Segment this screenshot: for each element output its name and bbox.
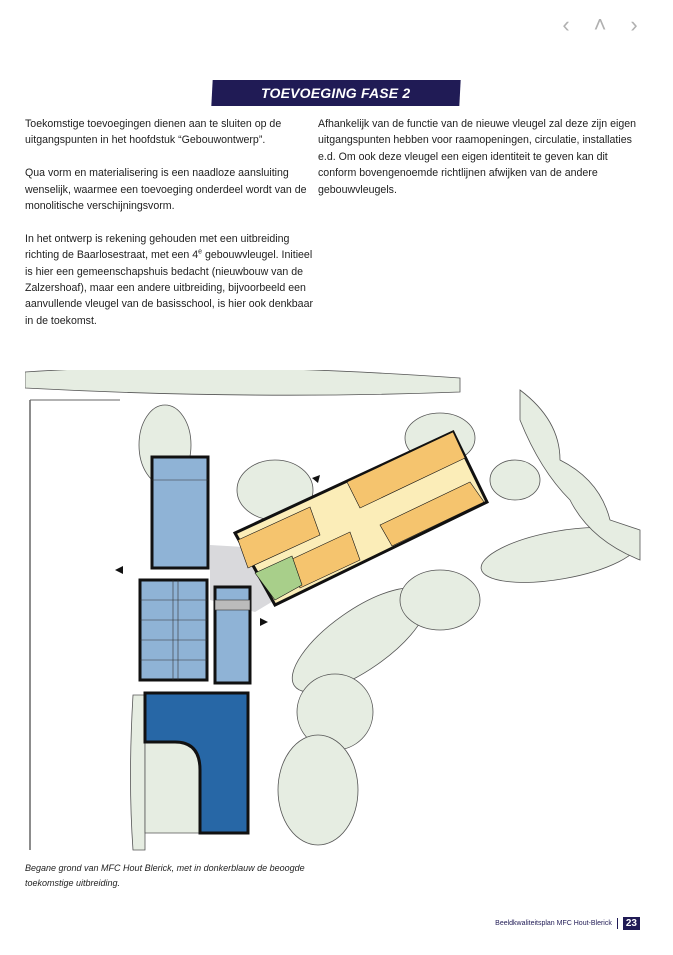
text: gebouwvleugel. Initieel is hier een gemeenschapshuis bedacht (nieuwbouw van de Zalzershoaf), maar een andere uitbreiding, bijvoorbeeld een aanvullende vleugel van de basisschool, is hier ook denkbaar in de toekomst. xyxy=(25,249,313,327)
right-column xyxy=(318,116,643,214)
left-column xyxy=(25,116,320,346)
paragraph: Toekomstige toevoegingen dienen aan te sluiten op de uitgangspunten in het hoofdstuk “Gebouwontwerp”. xyxy=(25,118,282,147)
figure-caption: Begane grond van MFC Hout Blerick, met in donkerblauw de beoogde toekomstige uitbreiding. xyxy=(25,863,305,888)
chevron-left-icon[interactable]: ‹ xyxy=(562,12,570,37)
paragraph xyxy=(25,231,320,329)
page-nav xyxy=(555,12,645,38)
section-title-banner xyxy=(211,80,460,106)
page-number: 23 xyxy=(623,917,640,930)
section-title: TOEVOEGING FASE 2 xyxy=(261,85,411,101)
page-footer xyxy=(495,917,640,930)
superscript: e xyxy=(198,248,203,256)
document-title: Beeldkwaliteitsplan MFC Hout-Blerick xyxy=(495,920,612,927)
chevron-right-icon[interactable]: › xyxy=(630,12,638,37)
text: In het ontwerp is rekening gehouden met een uitbreiding richting de Baarlosestraat, met een 4 xyxy=(25,232,290,262)
chevron-up-icon[interactable]: ˄ xyxy=(593,12,607,37)
paragraph: Qua vorm en materialisering is een naadloze aansluiting wenselijk, waarmee een toevoeging onderdeel wordt van de monolitische verschijningsvorm. xyxy=(25,167,307,213)
site-plan-image xyxy=(25,370,645,857)
paragraph: Afhankelijk van de functie van de nieuwe vleugel zal deze zijn eigen uitgangspunten hebben voor raamopeningen, circulatie, installaties e.d. Om ook deze vleugel een eigen identiteit te geven kan dit conform bovengenoemde richtlijnen afwijken van de andere gebouwvleugels. xyxy=(318,118,637,196)
divider xyxy=(617,918,618,929)
trees xyxy=(25,370,643,850)
